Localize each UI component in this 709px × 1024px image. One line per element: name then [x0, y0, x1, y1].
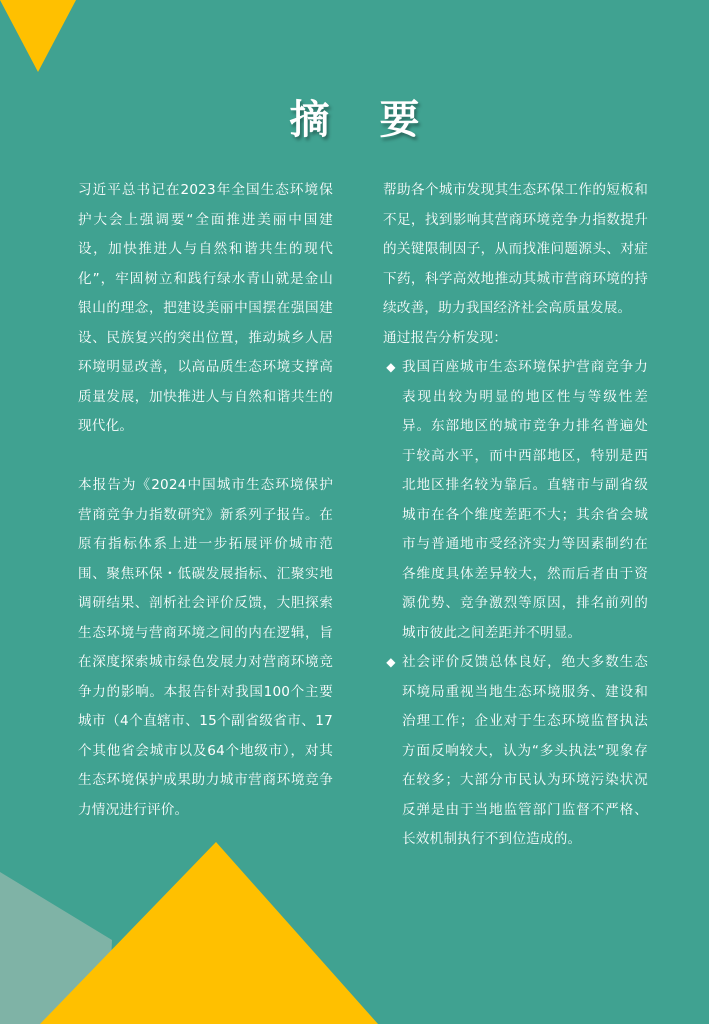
report-paragraph: 本报告为《2024中国城市生态环境保护营商竞争力指数研究》新系列子报告。在原有指标体系上进一步拓展评价城市范围、聚焦环保・低碳发展指标、汇聚实地调研结果、剖析社会评价反馈，大胆探索生态环境与营商环境之间的内在逻辑，旨在深度探索城市绿色发展力对营商环境竞争力的影响。本报告针对我国100个主要城市（4个直辖市、15个副省级省市、17个其他省会城市以及64个地级市），对其生态环境保护成果助力城市营商环境竞争力情况进行评价。 [78, 477, 333, 818]
findings-list [383, 353, 648, 855]
finding-text: 我国百座城市生态环境保护营商竞争力表现出较为明显的地区性与等级性差异。东部地区的城市竞争力排名普遍处于较高水平，而中西部地区，特别是西北地区排名较为靠后。直辖市与副省级城市在各个维度差距不大；其余省会城市与普通地市受经济实力等因素制约在各维度具体差异较大，然而后者由于资源优势、竞争激烈等原因，排名前列的城市彼此之间差距并不明显。 [402, 359, 648, 641]
right-column [383, 176, 648, 855]
list-item [383, 353, 648, 648]
finding-text: 社会评价反馈总体良好，绝大多数生态环境局重视当地生态环境服务、建设和治理工作；企业对于生态环境监督执法方面反响较大，认为“多头执法”现象存在较多；大部分市民认为环境污染状况反弹是由于当地监管部门监督不严格、长效机制执行不到位造成的。 [402, 654, 648, 847]
top-yellow-triangle [0, 0, 76, 72]
findings-lead: 通过报告分析发现： [383, 329, 508, 346]
intro-paragraph: 习近平总书记在2023年全国生态环境保护大会上强调要“全面推进美丽中国建设，加快推进人与自然和谐共生的现代化”，牢固树立和践行绿水青山就是金山银山的理念，把建设美丽中国摆在强国建设、民族复兴的突出位置，推动城乡人居环境明显改善，以高品质生态环境支撑高质量发展，加快推进人与自然和谐共生的现代化。 [78, 182, 333, 434]
page-title: 摘 要 [289, 97, 438, 143]
diamond-icon: ◆ [386, 360, 396, 374]
left-column [78, 176, 333, 825]
diamond-icon: ◆ [386, 655, 396, 669]
continued-paragraph: 帮助各个城市发现其生态环保工作的短板和不足，找到影响其营商环境竞争力指数提升的关键限制因子，从而找准问题源头、对症下药，科学高效地推动其城市营商环境的持续改善，助力我国经济社会高质量发展。 [383, 182, 648, 316]
list-item [383, 648, 648, 855]
